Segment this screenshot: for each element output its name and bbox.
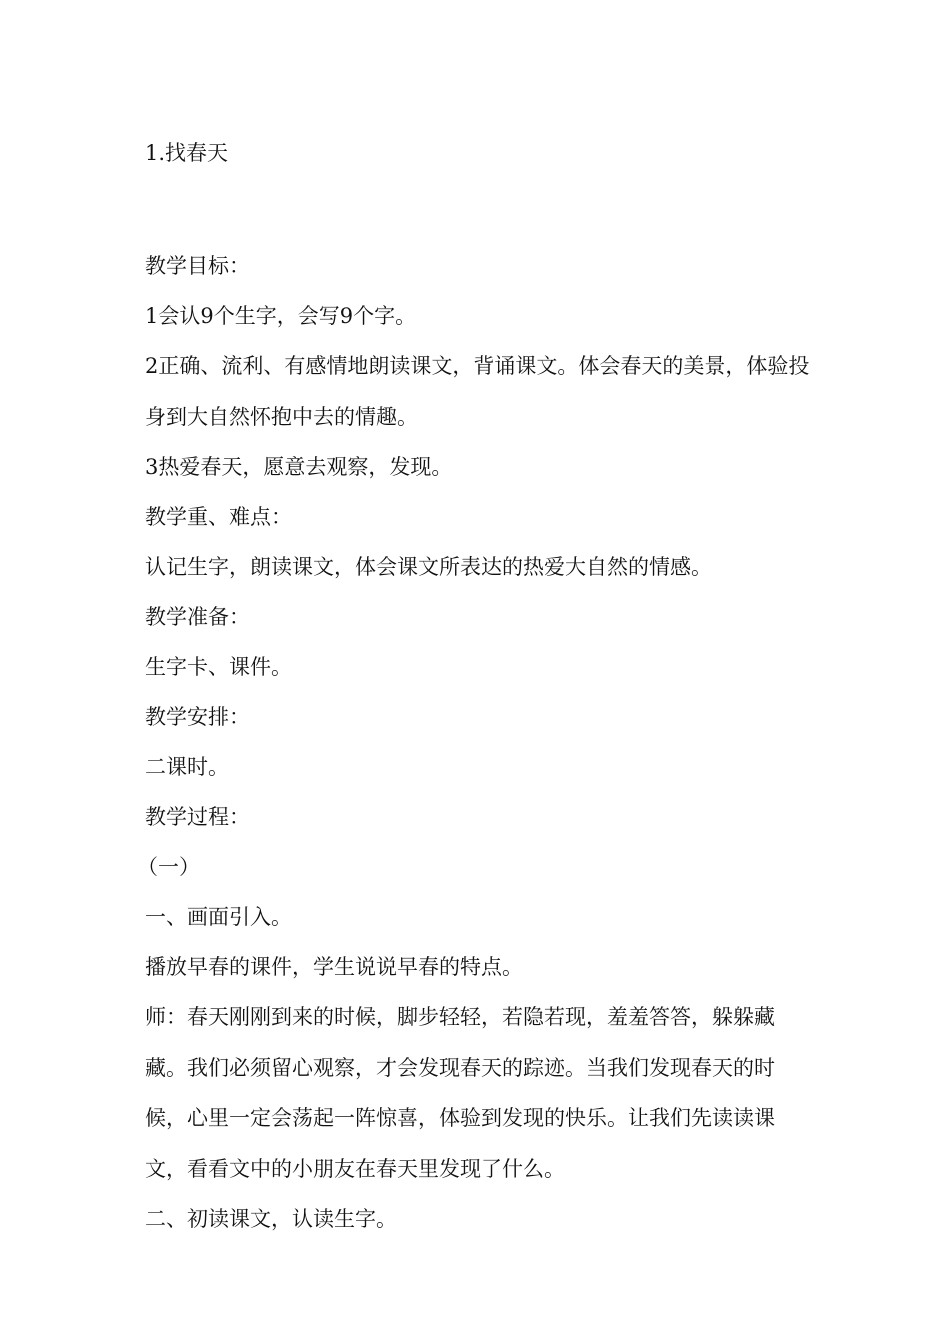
lesson-title: 1.找春天 bbox=[145, 141, 229, 165]
section-heading-process: 教学过程： bbox=[145, 805, 250, 829]
step-1-text: 播放早春的课件，学生说说早春的特点。 bbox=[145, 955, 523, 979]
section-heading-objectives: 教学目标： bbox=[145, 254, 250, 278]
document-body bbox=[137, 134, 815, 1244]
arrangement-text: 二课时。 bbox=[145, 755, 229, 779]
preparation-text: 生字卡、课件。 bbox=[145, 655, 292, 679]
section-heading-preparation: 教学准备： bbox=[145, 605, 250, 629]
teacher-speech: 师：春天刚刚到来的时候，脚步轻轻，若隐若现，羞羞答答，躲躲藏藏。我们必须留心观察，才会发现春天的踪迹。当我们发现春天的时候，心里一定会荡起一阵惊喜，体验到发现的快乐。让我们先读读课文，看看文中的小朋友在春天里发现了什么。 bbox=[145, 1005, 775, 1181]
step-heading-2: 二、初读课文，认读生字。 bbox=[145, 1207, 397, 1231]
section-heading-key-points: 教学重、难点： bbox=[145, 505, 292, 529]
objective-item-1: 1会认9个生字，会写9个字。 bbox=[145, 304, 417, 328]
key-points-text: 认记生字，朗读课文，体会课文所表达的热爱大自然的情感。 bbox=[145, 555, 712, 579]
objective-item-3: 3热爱春天，愿意去观察，发现。 bbox=[145, 455, 453, 479]
objective-item-2: 2正确、流利、有感情地朗读课文，背诵课文。体会春天的美景，体验投身到大自然怀抱中去的情趣。 bbox=[145, 354, 810, 429]
step-heading-1: 一、画面引入。 bbox=[145, 905, 292, 929]
lesson-part-label: （一） bbox=[137, 855, 200, 879]
section-heading-arrangement: 教学安排： bbox=[145, 705, 250, 729]
